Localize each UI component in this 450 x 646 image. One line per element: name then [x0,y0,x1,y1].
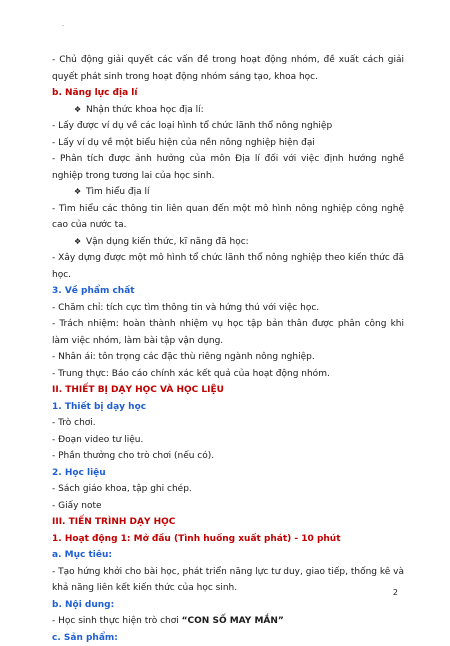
list-item: - Nhân ái: tôn trọng các đặc thù riêng ngành nông nghiệp. [52,349,404,366]
paragraph: - Chủ động giải quyết các vấn đề trong hoạt động nhóm, đề xuất cách giải quyết phát sinh trong hoạt động nhóm sáng tạo, khoa học. [52,52,404,85]
list-item: - Đoạn video tư liệu. [52,432,404,449]
list-item: - Tìm hiểu các thông tin liên quan đến một mô hình nông nghiệp công nghệ cao của nước ta. [52,201,404,234]
list-item: - Sách giáo khoa, tập ghi chép. [52,481,404,498]
list-item: - Tạo hứng khởi cho bài học, phát triển năng lực tư duy, giao tiếp, thống kê và khả năng liên kết kiến thức của học sinh. [52,564,404,597]
diamond-bullet-icon: ❖ [74,234,86,251]
subsection-heading: a. Mục tiêu: [52,547,404,564]
diamond-bullet-icon: ❖ [74,184,86,201]
diamond-bullet-icon: ❖ [74,102,86,119]
section-heading: II. THIẾT BỊ DẠY HỌC VÀ HỌC LIỆU [52,382,404,399]
section-heading: b. Năng lực địa lí [52,85,404,102]
activity-heading: 1. Hoạt động 1: Mở đầu (Tình huống xuất phát) - 10 phút [52,531,404,548]
list-item: - Phân tích được ảnh hưởng của môn Địa lí đối với việc định hướng nghề nghiệp trong tương lai của học sinh. [52,151,404,184]
bullet-item: ❖ Tìm hiểu địa lí [52,184,404,201]
list-item: - Trung thực: Báo cáo chính xác kết quả của hoạt động nhóm. [52,366,404,383]
list-item: - Trách nhiệm: hoàn thành nhiệm vụ học tập bản thân được phân công khi làm việc nhóm, làm bài tập vận dụng. [52,316,404,349]
list-item: - Lấy ví dụ về một biểu hiện của nền nông nghiệp hiện đại [52,135,404,152]
section-heading: 3. Về phẩm chất [52,283,404,300]
list-item: - Trò chơi. [52,415,404,432]
list-item: - Học sinh thực hiện trò chơi “CON SỐ MAY MẮN” [52,613,404,630]
list-item: - Chăm chỉ: tích cực tìm thông tin và hứng thú với việc học. [52,300,404,317]
subsection-heading: b. Nội dung: [52,597,404,614]
bullet-item: ❖ Vận dụng kiến thức, kĩ năng đã học: [52,234,404,251]
list-item: - Giấy note [52,498,404,515]
list-item: - Phần thưởng cho trò chơi (nếu có). [52,448,404,465]
page-number: 2 [393,588,398,597]
subsection-heading: c. Sản phẩm: [52,630,404,646]
subsection-heading: 2. Học liệu [52,465,404,482]
section-heading: III. TIẾN TRÌNH DẠY HỌC [52,514,404,531]
header-mark: - [62,22,64,29]
list-item: - Lấy được ví dụ về các loại hình tổ chức lãnh thổ nông nghiệp [52,118,404,135]
document-body [52,52,404,646]
list-item: - Xây dựng được một mô hình tổ chức lãnh thổ nông nghiệp theo kiến thức đã học. [52,250,404,283]
bullet-item: ❖ Nhận thức khoa học địa lí: [52,102,404,119]
subsection-heading: 1. Thiết bị dạy học [52,399,404,416]
